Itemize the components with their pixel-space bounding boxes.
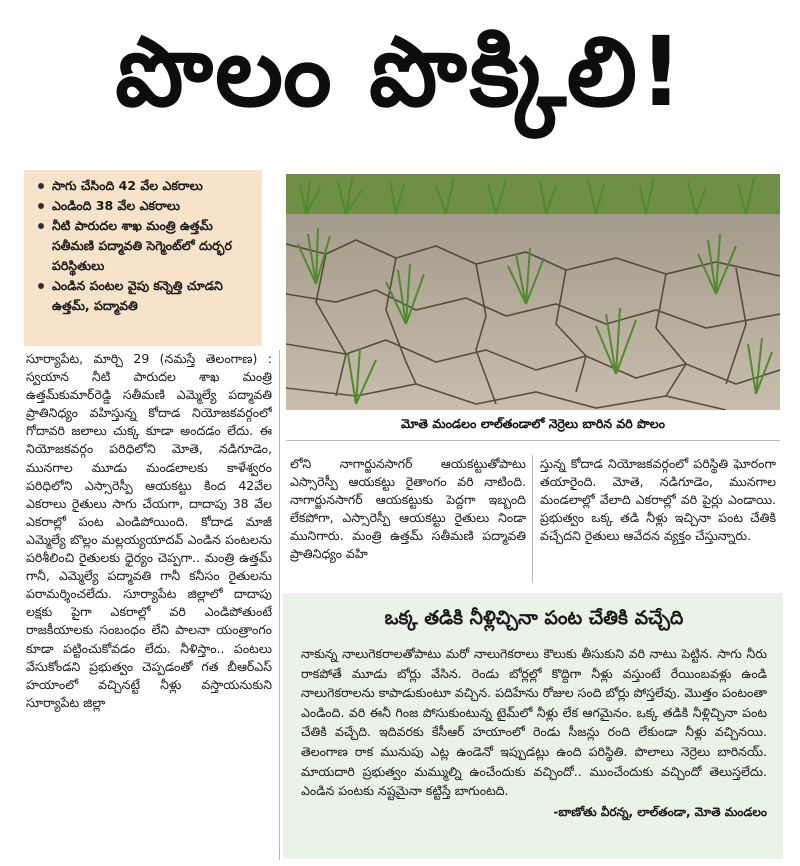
article-column-3: స్తున్న కోదాడ నియోజకవర్గంలో పరిస్థితి ఘోరంగా తయారైంది. మోతె, నడిగూడెం, మునగాల మండలాల్లో వేలాది ఎకరాల్లో వరి పైర్లు ఎండాయి. ప్రభుత్వం ఒక్క తడి నీళ్లు ఇచ్చినా పంట చేతికి వచ్చేదని రైతులు ఆవేదన వ్యక్తం చేస్తున్నారు. <box>540 456 776 544</box>
column-divider <box>279 350 280 860</box>
dry-field-photo <box>286 174 780 410</box>
highlights-box <box>24 170 262 346</box>
photo-caption: మోతె మండలం లాల్‌తండాలో నెర్రెలు బారిన వరి పొలం <box>286 410 780 441</box>
farmer-quote-box <box>283 593 783 859</box>
highlight-item: నీటి పారుదల శాఖ మంత్రి ఉత్తమ్ సతీమణి పద్మావతి సెగ్మెంట్‌లో దుర్భర పరిస్థితులు <box>36 216 256 276</box>
column-divider <box>532 455 533 583</box>
highlight-item: ఎండిన పంటల వైపు కన్నెత్తి చూడని ఉత్తమ్, పద్మావతి <box>36 276 256 316</box>
article-column-2: లోని నాగార్జునసాగర్ ఆయకట్టుతోపాటు ఎస్సారెస్పీ ఆయకట్టు రైతాంగం వరి నాటింది. నాగార్జునసాగర్ ఆయకట్టుకు పెద్దగా ఇబ్బంది లేకపోగా, ఎస్సారెస్పీ ఆయకట్టు రైతులు నిండా మునిగారు. మంత్రి ఉత్తమ్ సతీమణి పద్మావతి ప్రాతినిధ్యం వహి <box>290 456 526 562</box>
quote-body: నాకున్న నాలుగెకరాలతోపాటు మరో నాలుగెకరాలు కౌలుకు తీసుకుని వరి నాటు పెట్టిన. సాగు నీరు రాకపోతే మూడు బోర్లు వేసిన. రెండు బోర్లల్లో కొద్దిగా నీళ్లు వస్తుంటే రేయింబవళ్లు ఉండి నాలుగెకరాలను కాపాడుకుంటూ వచ్చిన. పదిహేను రోజుల సంది బోర్లు పోస్తలేవు. మొత్తం పంటంతా ఎండింది. వరి ఈనీ గింజ పోసుకుంటున్న టైమ్‌లో నీళ్లు లేక ఆగమైనం. ఒక్క తడికి నీళ్లిచ్చినా పంట చేతికి వచ్చేది. ఇదివరకు కేసీఆర్ హయాంలో రెండు సీజన్లు రంది లేకుండా నీళ్లు వచ్చినయి. తెలంగాణ రాక మునుపు ఎట్ల ఉండెనో ఇప్పుడట్లు ఉంది పరిస్థితి. పొలాలు నెర్రెలు బారినయ్. మాయదారి ప్రభుత్వం మమ్ముల్ని ఉంచేందుకు వచ్చిందో.. ముంచేందుకు వచ్చిందో తెలుస్తలేదు. ఎండిన పంటకు నష్టమైనా కట్టిస్తే బాగుంటది. <box>301 646 767 799</box>
quote-signature: -బాణోతు వీరన్న, లాల్‌తండా, మోతె మండలం <box>553 804 767 819</box>
quote-title: ఒక్క తడికి నీళ్లిచ్చినా పంట చేతికి వచ్చేది <box>384 607 684 629</box>
highlight-item: ఎండింది 38 వేల ఎకరాలు <box>36 196 256 216</box>
highlight-item: సాగు చేసింది 42 వేల ఎకరాలు <box>36 176 256 196</box>
article-column-1: సూర్యాపేట, మార్చి 29 (నమస్తే తెలంగాణ) : స్వయాన నీటి పారుదల శాఖ మంత్రి ఉత్తమ్‌కుమార్‌రెడ్డి సతీమణి ఎమ్మెల్యే పద్మావతి ప్రాతినిధ్యం వహిస్తున్న కోదాడ నియోజకవర్గంలో గోదావరి జలాలు చుక్క కూడా అందడం లేదు. ఈ నియోజకవర్గం పరిధిలోని మోతె, నడిగూడెం, మునగాల మూడు మండలాలకు కాళేశ్వరం పరిధిలోని ఎస్సారెస్పీ ఆయకట్టు కింద 42వేల ఎకరాలు రైతులు సాగు చేయగా, దాదాపు 38 వేల ఎకరాల్లో పంట ఎండిపోయింది. కోదాడ మాజీ ఎమ్మెల్యే బొల్లం మల్లయ్యయాదవ్ ఎండిన పంటలను పరిశీలించి రైతులకు ధైర్యం చెప్పగా.. మంత్రి ఉత్తమ్ గానీ, ఎమ్మెల్యే పద్మావతి గానీ కనీసం రైతులను పరామర్శించలేదు. సూర్యాపేట జిల్లాలో దాదాపు లక్షకు పైగా ఎకరాల్లో వరి ఎండిపోతుంటే రాజకీయాలకు సంబంధం లేని పాలనా యంత్రాంగం కూడా పట్టించుకోవడం లేదు. నీళిస్తాం.. పంటలు వేసుకోండని ప్రభుత్వం చెప్పడంతో గత బీఆర్‌ఎస్ హయాంలో వచ్చినట్టే నీళ్లు వస్తాయనుకుని సూర్యాపేట జిల్లా <box>26 351 272 710</box>
headline: పొలం పొక్కిలి! <box>115 16 685 128</box>
